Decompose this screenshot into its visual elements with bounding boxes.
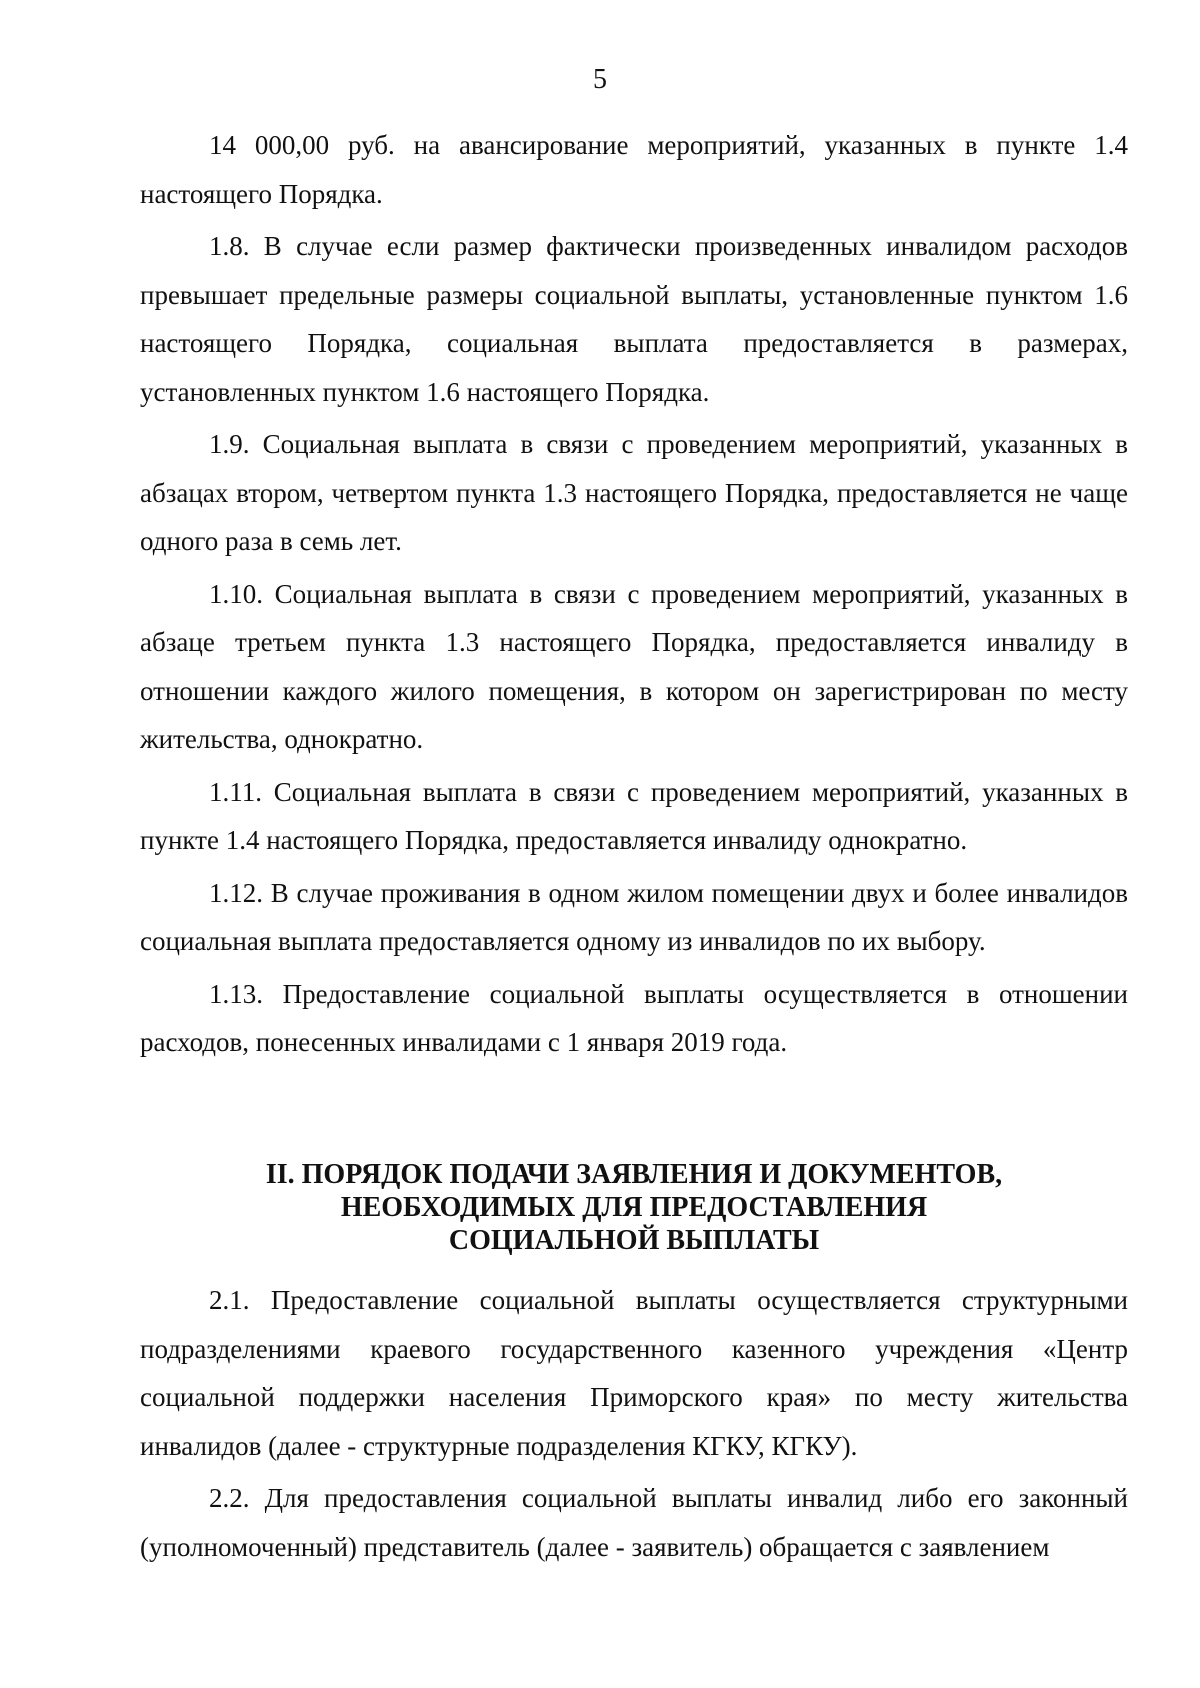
- paragraph-1-11: 1.11. Социальная выплата в связи с проведением мероприятий, указанных в пункте 1.4 настоящего Порядка, предоставляется инвалиду однократно.: [140, 776, 1128, 855]
- page-number: 5: [593, 64, 607, 95]
- paragraph-1-7-continuation: 14 000,00 руб. на авансирование мероприятий, указанных в пункте 1.4 настоящего Порядка.: [140, 130, 1128, 209]
- body-text-top: [140, 121, 1128, 1067]
- paragraph-1-10: 1.10. Социальная выплата в связи с проведением мероприятий, указанных в абзаце третьем пункта 1.3 настоящего Порядка, предоставляется инвалиду в отношении каждого жилого помещения, в котором он зарегистрирован по месту жительства, однократно.: [140, 578, 1128, 754]
- paragraph-1-13: 1.13. Предоставление социальной выплаты осуществляется в отношении расходов, понесенных инвалидами с 1 января 2019 года.: [140, 978, 1128, 1057]
- paragraph-1-8: 1.8. В случае если размер фактически произведенных инвалидом расходов превышает предельные размеры социальной выплаты, установленные пунктом 1.6 настоящего Порядка, социальная выплата предоставляется в размерах, установленных пунктом 1.6 настоящего Порядка.: [140, 231, 1128, 407]
- paragraph-2-2: 2.2. Для предоставления социальной выплаты инвалид либо его законный (уполномоченный) представитель (далее - заявитель) обращается с заявлением: [140, 1483, 1128, 1562]
- paragraph-1-9: 1.9. Социальная выплата в связи с проведением мероприятий, указанных в абзацах втором, четвертом пункта 1.3 настоящего Порядка, предоставляется не чаще одного раза в семь лет.: [140, 429, 1128, 556]
- body-text-bottom: [140, 1276, 1128, 1571]
- section-heading-line: СОЦИАЛЬНОЙ ВЫПЛАТЫ: [448, 1225, 820, 1256]
- section-heading-line: НЕОБХОДИМЫХ ДЛЯ ПРЕДОСТАВЛЕНИЯ: [340, 1192, 928, 1223]
- paragraph-1-12: 1.12. В случае проживания в одном жилом помещении двух и более инвалидов социальная выплата предоставляется одному из инвалидов по их выбору.: [140, 877, 1128, 956]
- paragraph-2-1: 2.1. Предоставление социальной выплаты осуществляется структурными подразделениями краевого государственного казенного учреждения «Центр социальной поддержки населения Приморского края» по месту жительства инвалидов (далее - структурные подразделения КГКУ, КГКУ).: [140, 1285, 1128, 1461]
- section-heading: [140, 1158, 1128, 1257]
- section-heading-line: II. ПОРЯДОК ПОДАЧИ ЗАЯВЛЕНИЯ И ДОКУМЕНТОВ,: [265, 1159, 1003, 1190]
